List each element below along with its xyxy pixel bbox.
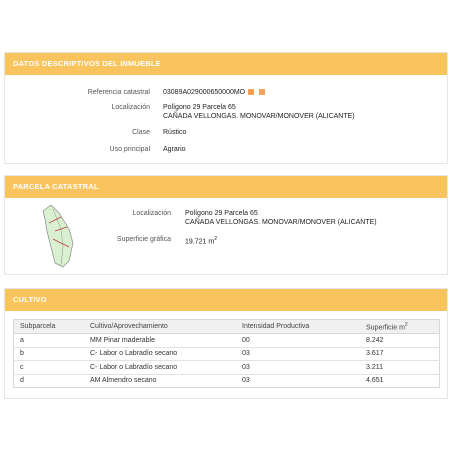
parcela-localizacion-line1: Polígono 29 Parcela 65 bbox=[185, 210, 258, 217]
parcela-title: PARCELA CATASTRAL bbox=[5, 176, 447, 198]
cell-subparcela: d bbox=[20, 377, 24, 385]
cultivo-header-row bbox=[14, 320, 440, 334]
datos-panel bbox=[4, 52, 448, 164]
col-subparcela: Subparcela bbox=[14, 320, 85, 334]
col-superficie-label: Superficie m bbox=[366, 324, 405, 332]
cell-superficie: 8.242 bbox=[360, 334, 440, 348]
cell-subparcela: c bbox=[14, 361, 85, 375]
cultivo-title: CULTIVO bbox=[5, 289, 447, 311]
superficie-label: Superficie gráfica bbox=[116, 236, 171, 243]
cultivo-table bbox=[13, 319, 440, 388]
referencia-label: Referencia catastral bbox=[87, 89, 150, 96]
cell-intensidad: 00 bbox=[236, 334, 360, 348]
clase-value: Rústico bbox=[163, 129, 187, 136]
superficie-unit-sup: 2 bbox=[214, 236, 217, 242]
parcela-localizacion-label: Localización bbox=[132, 210, 171, 217]
parcel-map[interactable] bbox=[35, 203, 95, 271]
cell-superficie: 3.211 bbox=[360, 361, 440, 375]
cell-cultivo: C- Labor o Labradío secano bbox=[84, 361, 236, 375]
col-cultivo: Cultivo/Aprovechamiento bbox=[84, 320, 236, 334]
col-superficie bbox=[360, 320, 440, 334]
cell-superficie: 3.617 bbox=[360, 347, 440, 361]
map-icon[interactable] bbox=[259, 89, 265, 95]
copy-icon[interactable] bbox=[248, 89, 254, 95]
cell-cultivo: MM Pinar maderable bbox=[84, 334, 236, 348]
parcela-panel bbox=[4, 175, 448, 275]
localizacion-label: Localización bbox=[111, 104, 150, 111]
uso-value: Agrario bbox=[163, 146, 186, 153]
cell-superficie: 4.651 bbox=[366, 377, 384, 385]
table-row bbox=[14, 374, 440, 388]
clase-label: Clase bbox=[132, 129, 150, 136]
table-row bbox=[14, 361, 440, 375]
uso-label: Uso principal bbox=[109, 146, 150, 153]
datos-title: DATOS DESCRIPTIVOS DEL INMUEBLE bbox=[5, 53, 447, 75]
parcela-localizacion-line2: CAÑADA VELLONGAS. MONOVAR/MONOVER (ALICANTE) bbox=[185, 219, 377, 226]
col-superficie-sup: 2 bbox=[404, 321, 408, 328]
referencia-value-row bbox=[163, 88, 265, 97]
superficie-value-row bbox=[185, 235, 217, 246]
table-row bbox=[14, 347, 440, 361]
cell-cultivo: C- Labor o Labradío secano bbox=[84, 347, 236, 361]
cell-subparcela: a bbox=[14, 334, 85, 348]
localizacion-line1: Polígono 29 Parcela 65 bbox=[163, 104, 236, 111]
cell-subparcela: b bbox=[14, 347, 85, 361]
localizacion-line2: CAÑADA VELLONGAS. MONOVAR/MONOVER (ALICANTE) bbox=[163, 113, 355, 120]
cell-intensidad: 03 bbox=[236, 347, 360, 361]
cell-intensidad: 03 bbox=[236, 361, 360, 375]
parcel-shape bbox=[43, 205, 73, 267]
cell-intensidad: 03 bbox=[242, 377, 250, 385]
referencia-value: 03089A029000650000MO bbox=[163, 89, 246, 96]
cultivo-panel bbox=[4, 288, 448, 399]
cell-cultivo: AM Almendro secano bbox=[90, 377, 157, 385]
col-intensidad: Intensidad Productiva bbox=[236, 320, 360, 334]
table-row bbox=[14, 334, 440, 348]
superficie-value: 19.721 m bbox=[185, 238, 215, 246]
